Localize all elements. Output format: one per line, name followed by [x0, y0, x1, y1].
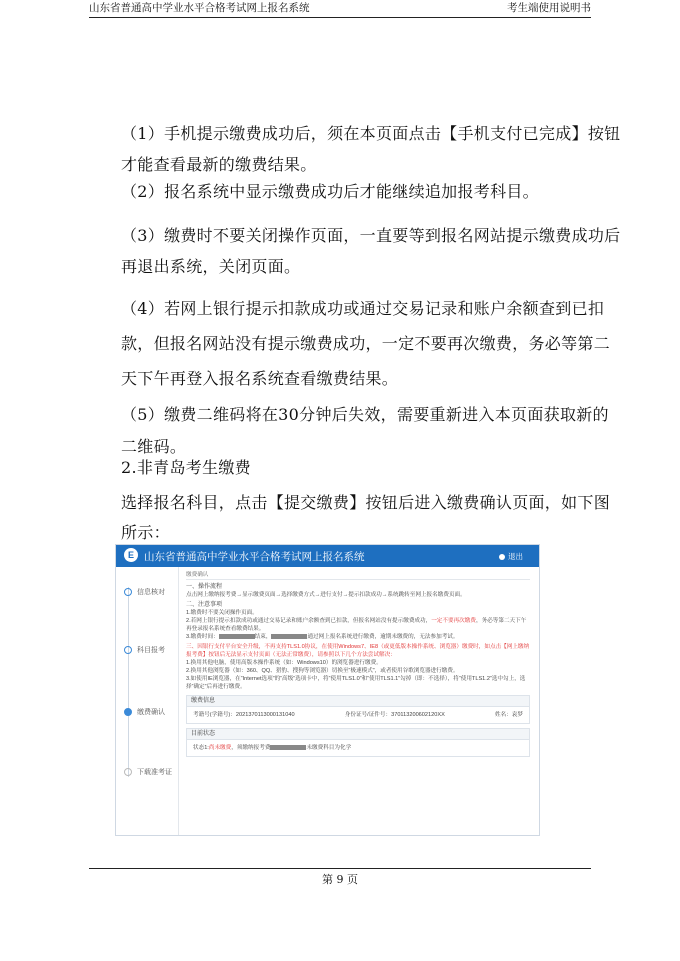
paragraph-6: 选择报名科目，点击【提交缴费】按钮后进入缴费确认页面，如下图所示：: [121, 493, 611, 542]
section-heading: 2.非青岛考生缴费: [121, 458, 251, 477]
header-left-title: 山东省普通高中学业水平合格考试网上报名系统: [89, 2, 310, 14]
logout-button[interactable]: [499, 551, 523, 562]
tip-2: 2.换用其他浏览器（如：360、QQ、猎豹、搜狗等浏览器）切换至“极速模式”，或者使用谷歌浏览器进行缴费。: [186, 668, 459, 674]
step-info-check[interactable]: [124, 587, 165, 597]
step-label: 科目报考: [137, 647, 165, 654]
paragraph-3: （3）缴费时不要关闭操作页面，一直要等到报名网站提示缴费成功后再退出系统，关闭页面。: [121, 226, 621, 276]
step-download-ticket[interactable]: [124, 767, 172, 777]
app-titlebar: [116, 545, 539, 567]
logout-label: 退出: [508, 552, 523, 561]
app-title: 山东省普通高中学业水平合格考试网上报名系统: [144, 551, 365, 563]
redacted-block: [270, 745, 306, 750]
status-title: 目前状态: [187, 729, 529, 740]
step-payment-confirm[interactable]: [124, 707, 165, 717]
payment-info-box: [186, 695, 530, 724]
note-3: 3.缴费时间： 结束， 通过网上报名系统进行缴费，逾期未缴费的，无法参加考试。: [186, 634, 459, 640]
student-name: 姓名：袁梦: [495, 712, 523, 718]
status-box: [186, 728, 530, 757]
power-icon: [499, 554, 505, 560]
status-text: 状态1:尚未缴费，须缴纳报考费 未缴费科目为化学: [193, 745, 352, 751]
payment-info-row: [187, 707, 529, 723]
paragraph-5: （5）缴费二维码将在30分钟后失效，需要重新进入本页面获取新的二维码。: [121, 405, 609, 456]
paragraph-4: （4）若网上银行提示扣款成功或通过交易记录和账户余额查到已扣款，但报名网站没有提示缴费成功，一定不要再次缴费，务必等第二天下午再登入报名系统查看缴费结果。: [121, 299, 611, 388]
step-dot-icon: [124, 768, 132, 776]
step-label: 下载准考证: [137, 769, 172, 776]
section-notes-title: 二、注意事项: [186, 602, 223, 608]
step-subject-register[interactable]: [124, 645, 165, 655]
header-right-title: 考生端使用说明书: [507, 2, 591, 14]
tip-3: 3.如使用IE浏览器，在“Internet选项”的“高级”选项卡中，将“使用TLS1.0”和“使用TLS1.1”勾掉（即：不选择），将“使用TLS1.2”选中勾上，选择“确定”后再进行缴费。: [186, 676, 526, 690]
warning-text: 三、因银行支付平台安全升级，不再支持TLS1.0协议，在使用Windows7、IE8（或更低版本操作系统、浏览器）缴费时，如点击【网上缴纳报考费】按钮后无法显示支付页面（无法正常缴费），请参照以下几个方法尝试解决：: [186, 644, 530, 658]
redacted-block: [271, 634, 307, 639]
page-header: [89, 0, 591, 18]
payment-confirm-screenshot: [115, 544, 540, 836]
page-number: 第 9 页: [322, 873, 358, 886]
exam-number: 考籍号(学籍号)：2021370113000131040: [193, 712, 295, 718]
section-flow-title: 一、操作流程: [186, 584, 223, 590]
step-line: [128, 587, 129, 777]
page-label: 缴费确认: [186, 571, 530, 580]
step-label: 缴费确认: [137, 709, 165, 716]
paragraph-2: （2）报名系统中显示缴费成功后才能继续追加报考科目。: [121, 182, 539, 201]
flow-text: 点击网上缴纳报考费→显示缴费页面→选择缴费方式→进行支付→提示扣款成功→系统跳转至网上报名缴费页面。: [186, 592, 466, 598]
logo-icon: E: [124, 548, 138, 562]
payment-info-title: 缴费信息: [187, 696, 529, 707]
tip-1: 1.换用其他电脑，使用高版本操作系统（如：Windows10）的浏览器进行缴费。: [186, 660, 382, 666]
redacted-block: [219, 634, 255, 639]
note-2: 2.若网上银行提示扣款成功或通过交易记录和账户余额查到已扣款，但报名网站没有提示缴费成功，一定不要再次缴费，务必等第二天下午再登录报名系统查看缴费结果。: [186, 618, 527, 632]
step-dot-icon: [124, 646, 132, 654]
footer-rule: [89, 868, 591, 869]
step-label: 信息核对: [137, 589, 165, 596]
id-number: 身份证号/证件号：370113200602120XX: [344, 712, 445, 718]
paragraph-1: （1）手机提示缴费成功后，须在本页面点击【手机支付已完成】按钮才能查看最新的缴费结果。: [121, 124, 621, 174]
note-1: 1.缴费时不要关闭操作页面。: [186, 610, 258, 616]
step-dot-icon: [124, 588, 132, 596]
step-sidebar: [116, 567, 179, 835]
step-dot-icon: [124, 708, 132, 716]
payment-content: [186, 571, 530, 757]
